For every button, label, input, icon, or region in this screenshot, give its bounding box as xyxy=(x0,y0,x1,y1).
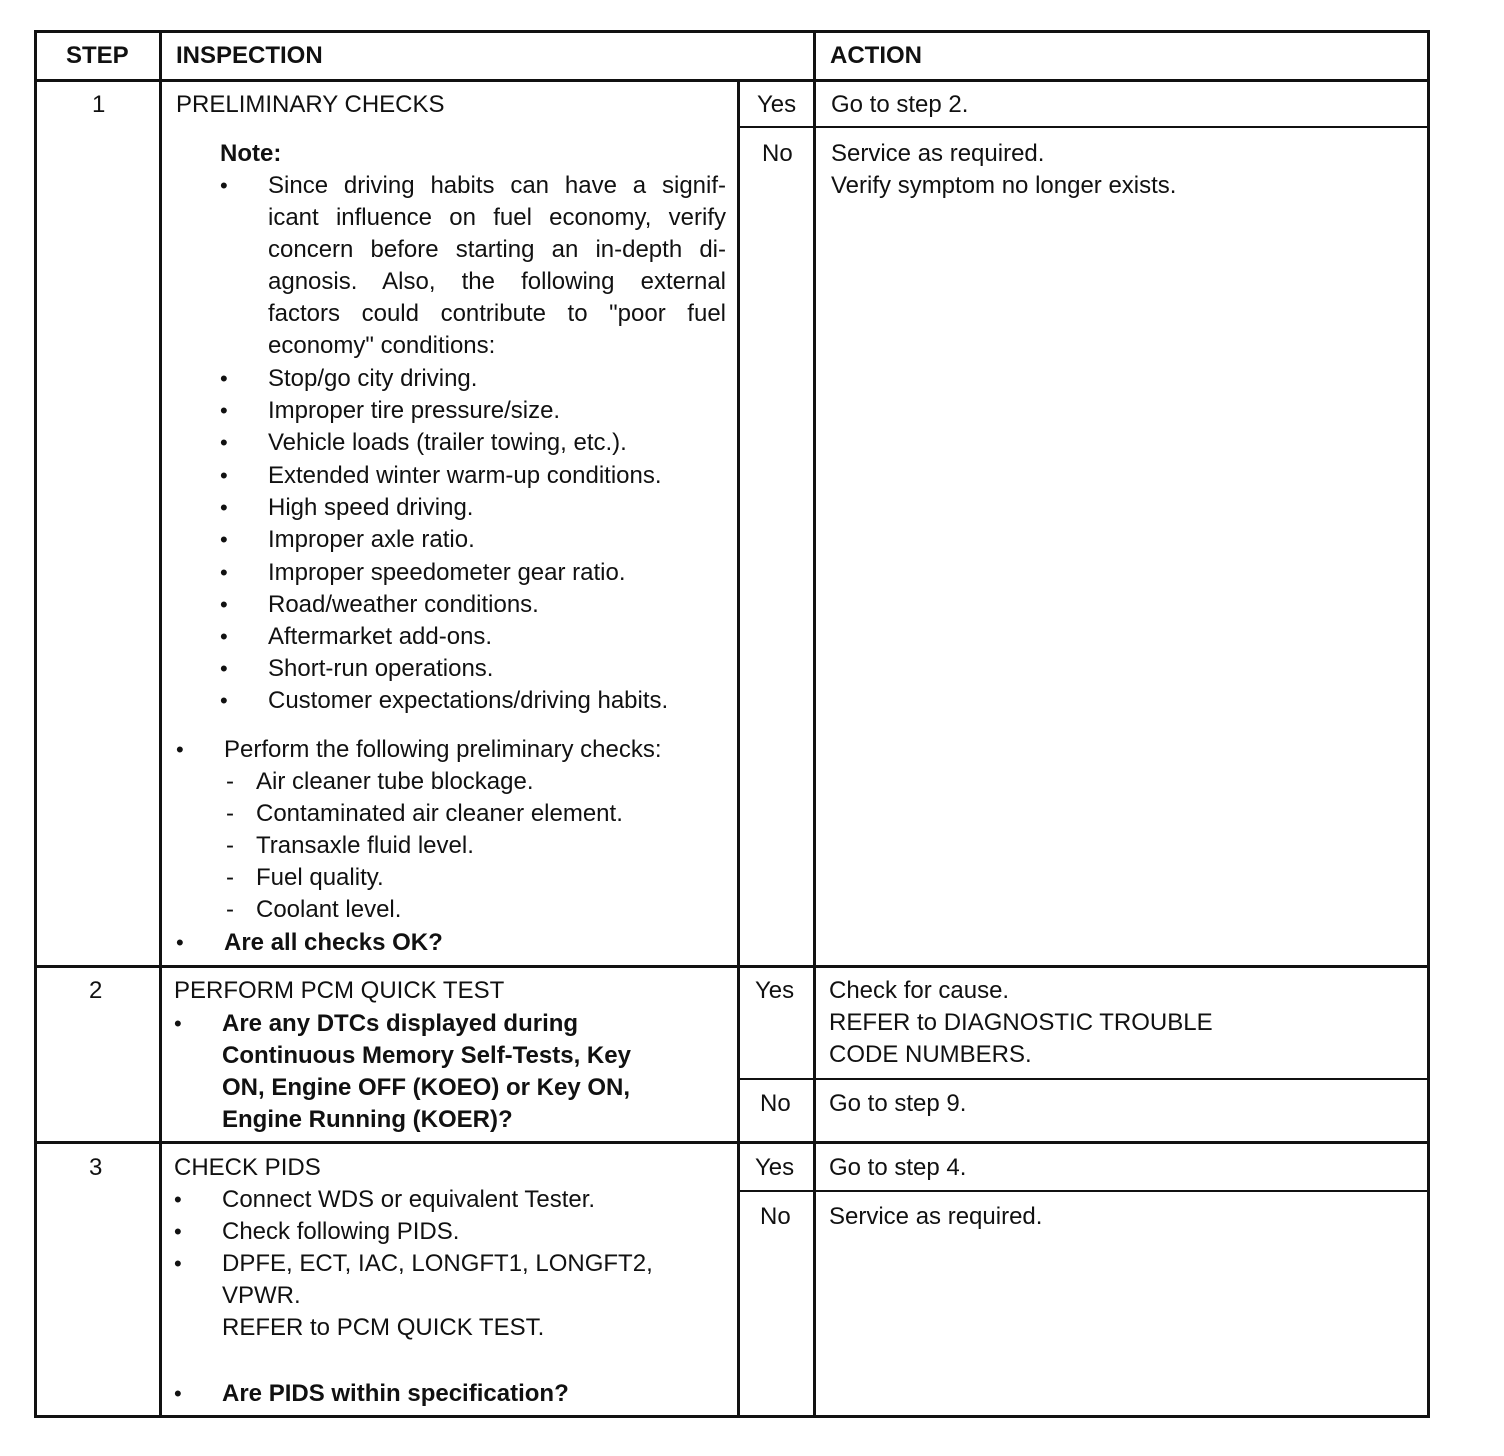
step-question-line: Engine Running (KOER)? xyxy=(222,1106,513,1133)
row1-yes-no-divider xyxy=(738,126,1430,128)
yes-action: Go to step 4. xyxy=(829,1154,967,1181)
checks-intro: Perform the following preliminary checks: xyxy=(224,736,662,763)
step-question-line: Are any DTCs displayed during xyxy=(222,1010,579,1037)
factor-item: Customer expectations/driving habits. xyxy=(268,687,669,714)
step-title: PRELIMINARY CHECKS xyxy=(176,91,445,118)
step-column-divider xyxy=(159,30,162,1418)
yes-action: Go to step 2. xyxy=(831,91,969,118)
check-item: Fuel quality. xyxy=(256,864,384,891)
note-line: concern before starting an in-depth di- xyxy=(268,236,726,263)
dash-icon: - xyxy=(226,832,234,859)
yes-action: CODE NUMBERS. xyxy=(829,1041,1032,1068)
note-line: agnosis. Also, the following external xyxy=(268,268,726,295)
check-item: Air cleaner tube blockage. xyxy=(256,768,534,795)
factor-item: Extended winter warm-up conditions. xyxy=(268,462,662,489)
yes-label: Yes xyxy=(757,91,797,118)
factor-item: Road/weather conditions. xyxy=(268,591,539,618)
row1-bottom-border xyxy=(34,965,1430,968)
bullet-icon: • xyxy=(220,527,228,552)
no-action: Go to step 9. xyxy=(829,1090,967,1117)
dash-icon: - xyxy=(226,864,234,891)
step-title: CHECK PIDS xyxy=(174,1154,321,1181)
action-column-divider xyxy=(813,30,816,1418)
bullet-icon: • xyxy=(220,688,228,713)
bullet-icon: • xyxy=(220,366,228,391)
bullet-icon: • xyxy=(220,430,228,455)
header-step: STEP xyxy=(66,42,129,69)
factor-item: Aftermarket add-ons. xyxy=(268,623,493,650)
inspection-column-divider xyxy=(737,80,740,1418)
check-item: Coolant level. xyxy=(256,896,402,923)
yes-label: Yes xyxy=(755,977,795,1004)
no-label: No xyxy=(760,1090,791,1117)
step-item-continuation: REFER to PCM QUICK TEST. xyxy=(222,1314,545,1341)
no-action: Verify symptom no longer exists. xyxy=(831,172,1177,199)
header-divider xyxy=(34,79,1430,82)
factor-item: High speed driving. xyxy=(268,494,474,521)
note-line: economy" conditions: xyxy=(268,332,496,359)
no-action: Service as required. xyxy=(829,1203,1043,1230)
bullet-icon: • xyxy=(220,560,228,585)
bullet-icon: • xyxy=(220,463,228,488)
bullet-icon: • xyxy=(220,398,228,423)
step-question-line: ON, Engine OFF (KOEO) or Key ON, xyxy=(222,1074,631,1101)
bullet-icon: • xyxy=(174,1187,182,1212)
step-item-continuation: VPWR. xyxy=(222,1282,301,1309)
factor-item: Vehicle loads (trailer towing, etc.). xyxy=(268,429,627,456)
factor-item: Stop/go city driving. xyxy=(268,365,478,392)
step-item: Check following PIDS. xyxy=(222,1218,460,1245)
dash-icon: - xyxy=(226,896,234,923)
step-question: Are all checks OK? xyxy=(224,929,443,956)
row2-bottom-border xyxy=(34,1141,1430,1144)
bullet-icon: • xyxy=(174,1381,182,1406)
factor-item: Short-run operations. xyxy=(268,655,494,682)
step-title: PERFORM PCM QUICK TEST xyxy=(174,977,505,1004)
bullet-icon: • xyxy=(220,495,228,520)
dash-icon: - xyxy=(226,800,234,827)
factor-item: Improper speedometer gear ratio. xyxy=(268,559,626,586)
bullet-icon: • xyxy=(220,173,228,198)
bullet-icon: • xyxy=(176,930,184,955)
step-number: 2 xyxy=(89,977,103,1004)
bullet-icon: • xyxy=(174,1219,182,1244)
row3-yes-no-divider xyxy=(738,1190,1430,1192)
step-number: 3 xyxy=(89,1154,103,1181)
step-item: Connect WDS or equivalent Tester. xyxy=(222,1186,596,1213)
step-question-line: Continuous Memory Self-Tests, Key xyxy=(222,1042,631,1069)
note-label: Note: xyxy=(220,140,282,167)
no-label: No xyxy=(760,1203,791,1230)
factor-item: Improper axle ratio. xyxy=(268,526,475,553)
header-inspection: INSPECTION xyxy=(176,42,323,69)
header-action: ACTION xyxy=(830,42,922,69)
bullet-icon: • xyxy=(220,592,228,617)
no-label: No xyxy=(762,140,793,167)
yes-action: REFER to DIAGNOSTIC TROUBLE xyxy=(829,1009,1213,1036)
step-question: Are PIDS within specification? xyxy=(222,1380,569,1407)
dash-icon: - xyxy=(226,768,234,795)
no-action: Service as required. xyxy=(831,140,1045,167)
yes-action: Check for cause. xyxy=(829,977,1010,1004)
step-item: DPFE, ECT, IAC, LONGFT1, LONGFT2, xyxy=(222,1250,653,1277)
check-item: Transaxle fluid level. xyxy=(256,832,474,859)
note-line: factors could contribute to "poor fuel xyxy=(268,300,726,327)
bullet-icon: • xyxy=(174,1251,182,1276)
bullet-icon: • xyxy=(220,624,228,649)
bullet-icon: • xyxy=(174,1011,182,1036)
note-line: Since driving habits can have a signif- xyxy=(268,172,726,199)
bullet-icon: • xyxy=(176,737,184,762)
bullet-icon: • xyxy=(220,656,228,681)
factor-item: Improper tire pressure/size. xyxy=(268,397,561,424)
yes-label: Yes xyxy=(755,1154,795,1181)
step-number: 1 xyxy=(92,91,106,118)
note-line: icant influence on fuel economy, verify xyxy=(268,204,726,231)
check-item: Contaminated air cleaner element. xyxy=(256,800,623,827)
row2-yes-no-divider xyxy=(738,1078,1430,1080)
